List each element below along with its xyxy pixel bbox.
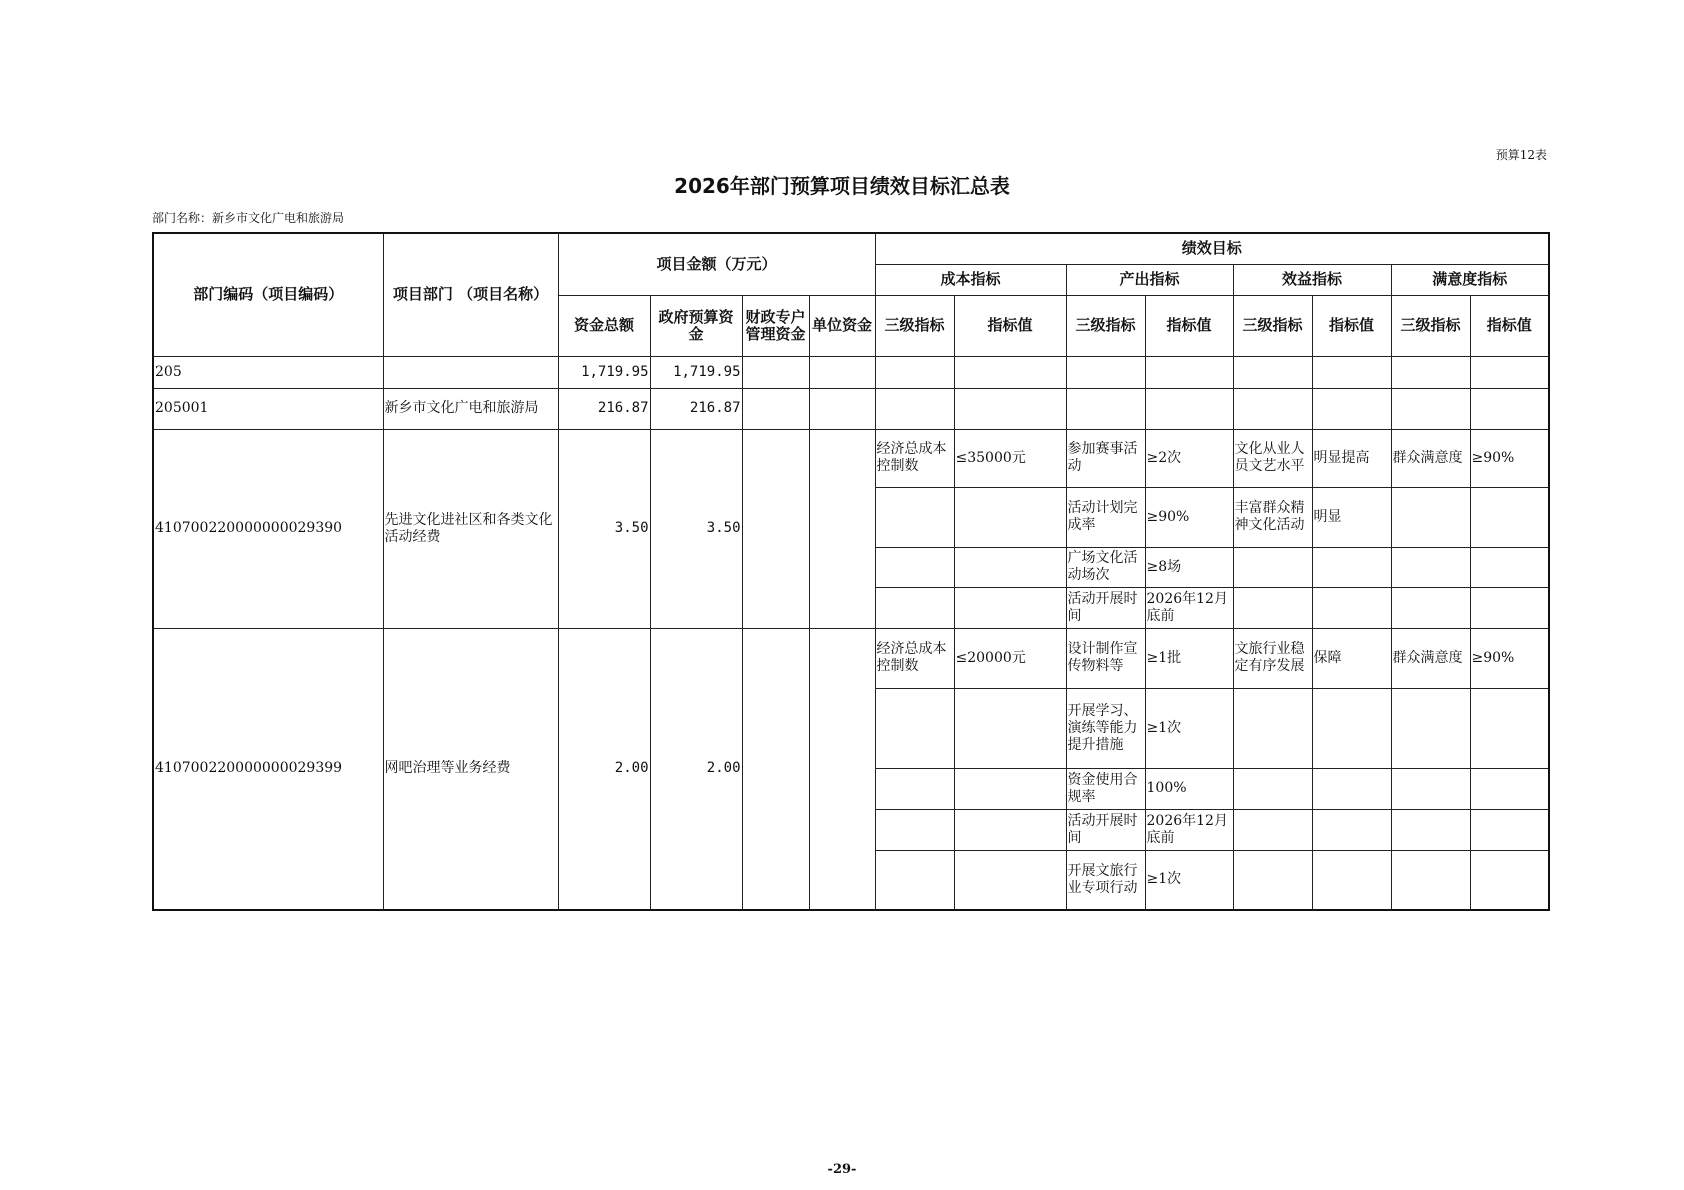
row-gov: 3.50 bbox=[650, 429, 742, 628]
row-name bbox=[383, 356, 558, 388]
output-indicator: 广场文化活动场次 bbox=[1066, 547, 1145, 587]
row-total: 1,719.95 bbox=[558, 356, 650, 388]
benefit-value: 明显提高 bbox=[1312, 429, 1391, 487]
header-cost-level3: 三级指标 bbox=[875, 295, 954, 356]
output-indicator: 参加赛事活动 bbox=[1066, 429, 1145, 487]
row-code: 410700220000000029399 bbox=[153, 628, 383, 910]
output-indicator: 开展文旅行业专项行动 bbox=[1066, 850, 1145, 910]
row-gov: 216.87 bbox=[650, 388, 742, 429]
output-indicator: 设计制作宣传物料等 bbox=[1066, 628, 1145, 688]
output-indicator: 活动计划完成率 bbox=[1066, 487, 1145, 547]
cost-indicator: 经济总成本控制数 bbox=[875, 628, 954, 688]
output-value: ≥8场 bbox=[1145, 547, 1233, 587]
form-number: 预算12表 bbox=[1495, 148, 1547, 162]
output-value: ≥1次 bbox=[1145, 688, 1233, 768]
output-indicator: 活动开展时间 bbox=[1066, 809, 1145, 850]
header-total: 资金总额 bbox=[558, 295, 650, 356]
performance-table bbox=[152, 232, 1550, 911]
output-value: ≥2次 bbox=[1145, 429, 1233, 487]
output-value: ≥1批 bbox=[1145, 628, 1233, 688]
page-title: 2026年部门预算项目绩效目标汇总表 bbox=[674, 174, 1010, 198]
row-code: 205 bbox=[153, 356, 383, 388]
header-special: 财政专户管理资金 bbox=[742, 295, 809, 356]
cost-value: ≤20000元 bbox=[954, 628, 1066, 688]
header-output-value: 指标值 bbox=[1145, 295, 1233, 356]
row-special bbox=[742, 628, 809, 910]
table-row bbox=[153, 388, 1549, 429]
header-sat-level3: 三级指标 bbox=[1391, 295, 1470, 356]
cost-indicator: 经济总成本控制数 bbox=[875, 429, 954, 487]
satisfaction-indicator: 群众满意度 bbox=[1391, 628, 1470, 688]
output-indicator: 活动开展时间 bbox=[1066, 587, 1145, 628]
satisfaction-value: ≥90% bbox=[1470, 429, 1549, 487]
header-cost: 成本指标 bbox=[875, 264, 1066, 295]
header-sat-value: 指标值 bbox=[1470, 295, 1549, 356]
output-value: 100% bbox=[1145, 768, 1233, 809]
output-indicator: 开展学习、演练等能力提升措施 bbox=[1066, 688, 1145, 768]
cost-value: ≤35000元 bbox=[954, 429, 1066, 487]
row-name: 先进文化进社区和各类文化活动经费 bbox=[383, 429, 558, 628]
satisfaction-value: ≥90% bbox=[1470, 628, 1549, 688]
header-benefit-level3: 三级指标 bbox=[1233, 295, 1312, 356]
output-value: 2026年12月底前 bbox=[1145, 587, 1233, 628]
header-unit: 单位资金 bbox=[809, 295, 875, 356]
table-row bbox=[153, 356, 1549, 388]
header-benefit: 效益指标 bbox=[1233, 264, 1391, 295]
row-name: 新乡市文化广电和旅游局 bbox=[383, 388, 558, 429]
table-row bbox=[153, 429, 1549, 487]
header-gov: 政府预算资金 bbox=[650, 295, 742, 356]
benefit-value: 明显 bbox=[1312, 487, 1391, 547]
output-indicator: 资金使用合规率 bbox=[1066, 768, 1145, 809]
header-amount-group: 项目金额（万元） bbox=[558, 233, 875, 295]
row-unit bbox=[809, 429, 875, 628]
satisfaction-indicator: 群众满意度 bbox=[1391, 429, 1470, 487]
row-gov: 1,719.95 bbox=[650, 356, 742, 388]
row-unit bbox=[809, 628, 875, 910]
row-code: 205001 bbox=[153, 388, 383, 429]
row-name: 网吧治理等业务经费 bbox=[383, 628, 558, 910]
row-special bbox=[742, 429, 809, 628]
header-performance-group: 绩效目标 bbox=[875, 233, 1549, 264]
benefit-indicator: 文化从业人员文艺水平 bbox=[1233, 429, 1312, 487]
output-value: ≥1次 bbox=[1145, 850, 1233, 910]
benefit-value: 保障 bbox=[1312, 628, 1391, 688]
header-satisfaction: 满意度指标 bbox=[1391, 264, 1549, 295]
header-code: 部门编码（项目编码） bbox=[153, 233, 383, 356]
header-cost-value: 指标值 bbox=[954, 295, 1066, 356]
page-number: -29- bbox=[827, 1162, 857, 1177]
output-value: 2026年12月底前 bbox=[1145, 809, 1233, 850]
row-code: 410700220000000029390 bbox=[153, 429, 383, 628]
header-output: 产出指标 bbox=[1066, 264, 1233, 295]
header-name: 项目部门 （项目名称） bbox=[383, 233, 558, 356]
row-total: 3.50 bbox=[558, 429, 650, 628]
row-total: 2.00 bbox=[558, 628, 650, 910]
header-output-level3: 三级指标 bbox=[1066, 295, 1145, 356]
row-total: 216.87 bbox=[558, 388, 650, 429]
row-gov: 2.00 bbox=[650, 628, 742, 910]
table-row bbox=[153, 628, 1549, 688]
output-value: ≥90% bbox=[1145, 487, 1233, 547]
benefit-indicator: 文旅行业稳定有序发展 bbox=[1233, 628, 1312, 688]
header-benefit-value: 指标值 bbox=[1312, 295, 1391, 356]
department-name: 部门名称：新乡市文化广电和旅游局 bbox=[152, 211, 345, 225]
benefit-indicator: 丰富群众精神文化活动 bbox=[1233, 487, 1312, 547]
